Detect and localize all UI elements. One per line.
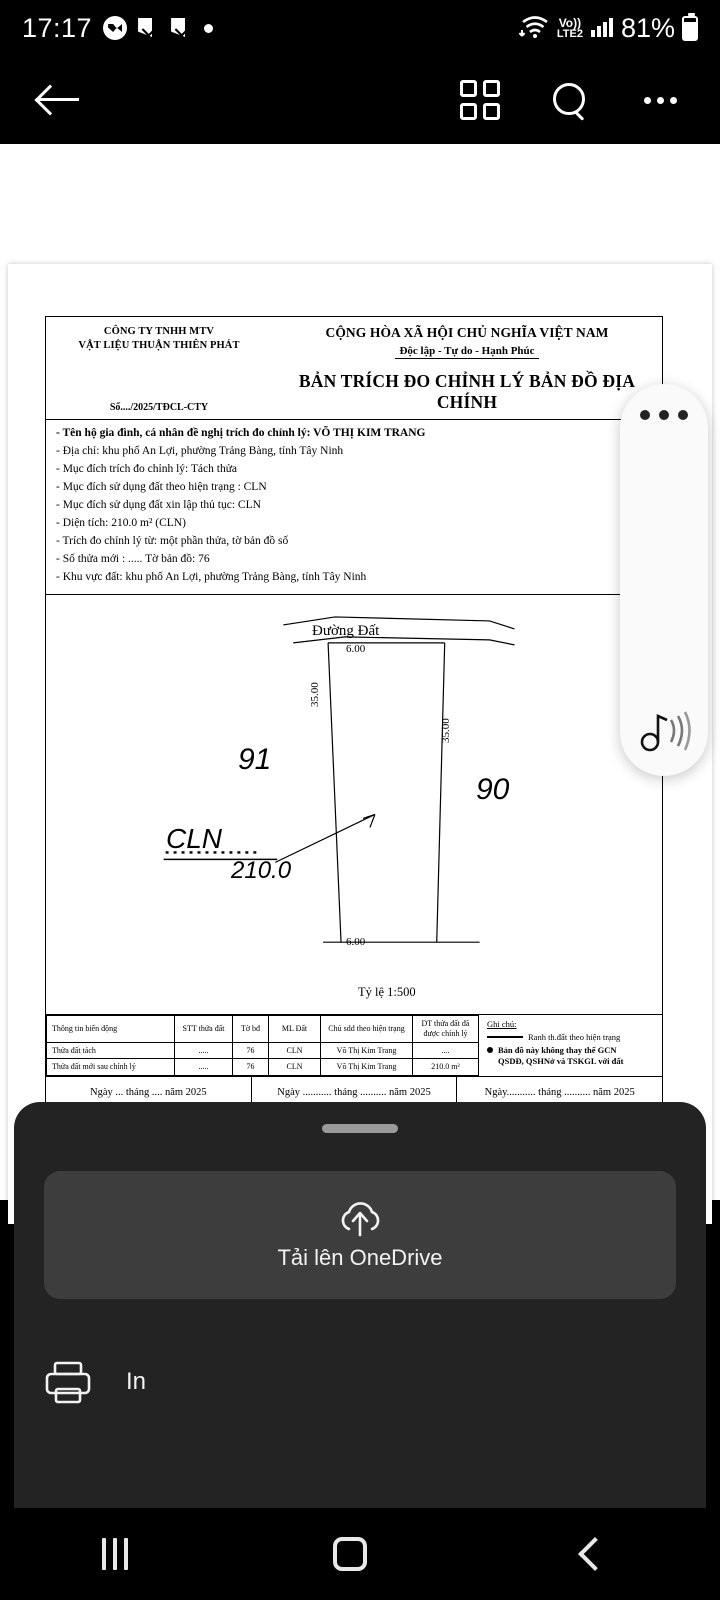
land-type-label: CLN (166, 823, 223, 855)
signal-bars-icon (590, 14, 614, 43)
print-option[interactable] (14, 1299, 706, 1405)
document-header-left (46, 317, 272, 419)
signature-date: Ngày ........... tháng .......... năm 2025 (277, 1086, 431, 1098)
table-header-row (47, 1016, 479, 1042)
search-button[interactable] (538, 68, 602, 132)
info-line: - Tên hộ gia đình, cá nhân đề nghị trích đo chỉnh lý: VÕ THỊ KIM TRANG (56, 427, 426, 439)
note-text: Bản đồ này không thay thế GCN (498, 1045, 617, 1056)
document-number: Số..../2025/TĐCL-CTY (109, 402, 209, 413)
parcel-map-drawing (46, 595, 662, 1014)
status-time: 17:17 (22, 12, 93, 43)
info-line: - Mục đích sử dụng đất xin lập thủ tục: CLN (56, 498, 261, 511)
battery-icon (682, 16, 698, 41)
table-row (47, 1042, 479, 1059)
grid-view-button[interactable] (448, 68, 512, 132)
document-header (46, 317, 662, 420)
dim-top-label: 6.00 (346, 643, 366, 656)
floating-side-panel[interactable] (620, 384, 708, 776)
cell: Thửa đất tách (47, 1042, 175, 1059)
note-text: Ranh th.đất theo hiện trạng (528, 1032, 621, 1043)
road-label: Đường Đất (312, 623, 380, 640)
table-row (47, 1059, 479, 1076)
note-line-item (487, 1032, 657, 1042)
dot-icon (204, 24, 213, 33)
change-info-section (46, 1015, 662, 1076)
cell: .... (413, 1042, 479, 1059)
note-text: QSDĐ, QSHNở và TSKGL với đất (498, 1056, 624, 1067)
info-line: - Khu vực đất: khu phố An Lợi, phường Trảng Bàng, tỉnh Tây Ninh (56, 570, 367, 583)
map-scale-label: Tỷ lệ 1:500 (358, 985, 416, 1000)
cell: 210.0 m² (413, 1059, 479, 1076)
document-header-right (272, 317, 662, 419)
signature-date: Ngày........... tháng .......... năm 2025 (484, 1086, 635, 1098)
volte-indicator: Vo)) LTE2 (556, 15, 583, 40)
col-header: STT thửa đất (175, 1016, 233, 1042)
parcel-number-left: 91 (238, 743, 272, 777)
bullet-dot-icon (487, 1047, 493, 1053)
col-header: ML Đất (269, 1016, 321, 1042)
status-bar (0, 0, 720, 56)
dim-left-label: 35.00 (309, 682, 321, 708)
back-icon[interactable] (572, 1542, 618, 1566)
notes-title: Ghi chú: (487, 1019, 517, 1030)
cell: Thửa đất mới sau chỉnh lý (47, 1059, 175, 1076)
grid-view-icon (460, 80, 500, 120)
document-info-list (46, 420, 662, 595)
signature-date: Ngày ... tháng .... năm 2025 (90, 1086, 207, 1098)
document-title: BẢN TRÍCH ĐO CHỈNH LÝ BẢN ĐỒ ĐỊA CHÍNH (298, 371, 636, 412)
info-line: - Địa chỉ: khu phố An Lợi, phường Trảng Bàng, tỉnh Tây Ninh (56, 444, 344, 457)
cell: Võ Thị Kim Trang (321, 1059, 413, 1076)
more-options-button[interactable] (628, 68, 692, 132)
cloud-upload-icon (334, 1199, 386, 1239)
info-line: - Trích đo chỉnh lý từ: một phần thửa, tờ bản đồ số (56, 534, 289, 547)
more-options-icon (644, 97, 677, 104)
col-header: Thông tin biến động (47, 1016, 175, 1042)
note-dot-item (487, 1045, 657, 1055)
back-button[interactable] (28, 68, 92, 132)
wifi-icon (520, 13, 550, 44)
print-label: In (126, 1368, 147, 1395)
info-line: - Số thửa mới : ..... Tờ bản đồ: 76 (56, 552, 210, 565)
dim-right-label: 35.00 (440, 718, 452, 744)
share-bottom-sheet (14, 1102, 706, 1508)
parcel-map (46, 595, 662, 1015)
solid-line-icon (487, 1036, 523, 1038)
document-viewer[interactable] (0, 144, 720, 1200)
parcel-number-right: 90 (476, 773, 510, 807)
col-header: Chủ sdd theo hiện trạng (321, 1016, 413, 1042)
home-icon[interactable] (333, 1537, 367, 1571)
cell: ..... (175, 1059, 233, 1076)
info-line: - Mục đích trích đo chỉnh lý: Tách thửa (56, 462, 238, 475)
change-info-table (46, 1015, 479, 1075)
back-arrow-icon (39, 83, 81, 117)
check-flag-icon (171, 16, 193, 40)
company-name-line1: CÔNG TY TNHH MTV (103, 326, 215, 337)
legend-notes (479, 1015, 662, 1075)
sheet-grabber[interactable] (322, 1124, 398, 1133)
sound-icon[interactable] (637, 708, 691, 754)
check-flag-icon (138, 16, 160, 40)
printer-icon (42, 1359, 94, 1405)
recents-icon[interactable] (102, 1538, 128, 1570)
info-line: - Diện tích: 210.0 m² (CLN) (56, 516, 186, 529)
app-toolbar (0, 56, 720, 144)
cell: CLN (269, 1042, 321, 1059)
cell: Võ Thị Kim Trang (321, 1042, 413, 1059)
nation-motto: Độc lập - Tự do - Hạnh Phúc (395, 345, 538, 359)
status-bar-left (22, 13, 213, 44)
company-name-line2: VẬT LIỆU THUẬN THIÊN PHÁT (78, 340, 240, 352)
info-line: - Mục đích sử dụng đất theo hiện trạng : CLN (56, 480, 267, 493)
col-header: DT thửa đất đã được chỉnh lý (413, 1016, 479, 1042)
dim-bottom-label: 6.00 (346, 936, 366, 949)
status-bar-right (520, 13, 698, 44)
nation-title: CỘNG HÒA XÃ HỘI CHỦ NGHĨA VIỆT NAM (325, 325, 609, 340)
cell: 76 (233, 1059, 269, 1076)
upload-onedrive-label: Tải lên OneDrive (277, 1245, 443, 1270)
parcel-area-label: 210.0 (231, 857, 292, 885)
cell: 76 (233, 1042, 269, 1059)
system-nav-bar (0, 1508, 720, 1600)
messenger-icon (103, 16, 127, 40)
battery-percent: 81% (620, 12, 675, 43)
search-icon (553, 83, 587, 117)
cell: ..... (175, 1042, 233, 1059)
col-header: Tờ bđ (233, 1016, 269, 1042)
upload-onedrive-button[interactable] (44, 1171, 676, 1299)
more-options-icon[interactable] (640, 410, 688, 420)
cell: CLN (269, 1059, 321, 1076)
